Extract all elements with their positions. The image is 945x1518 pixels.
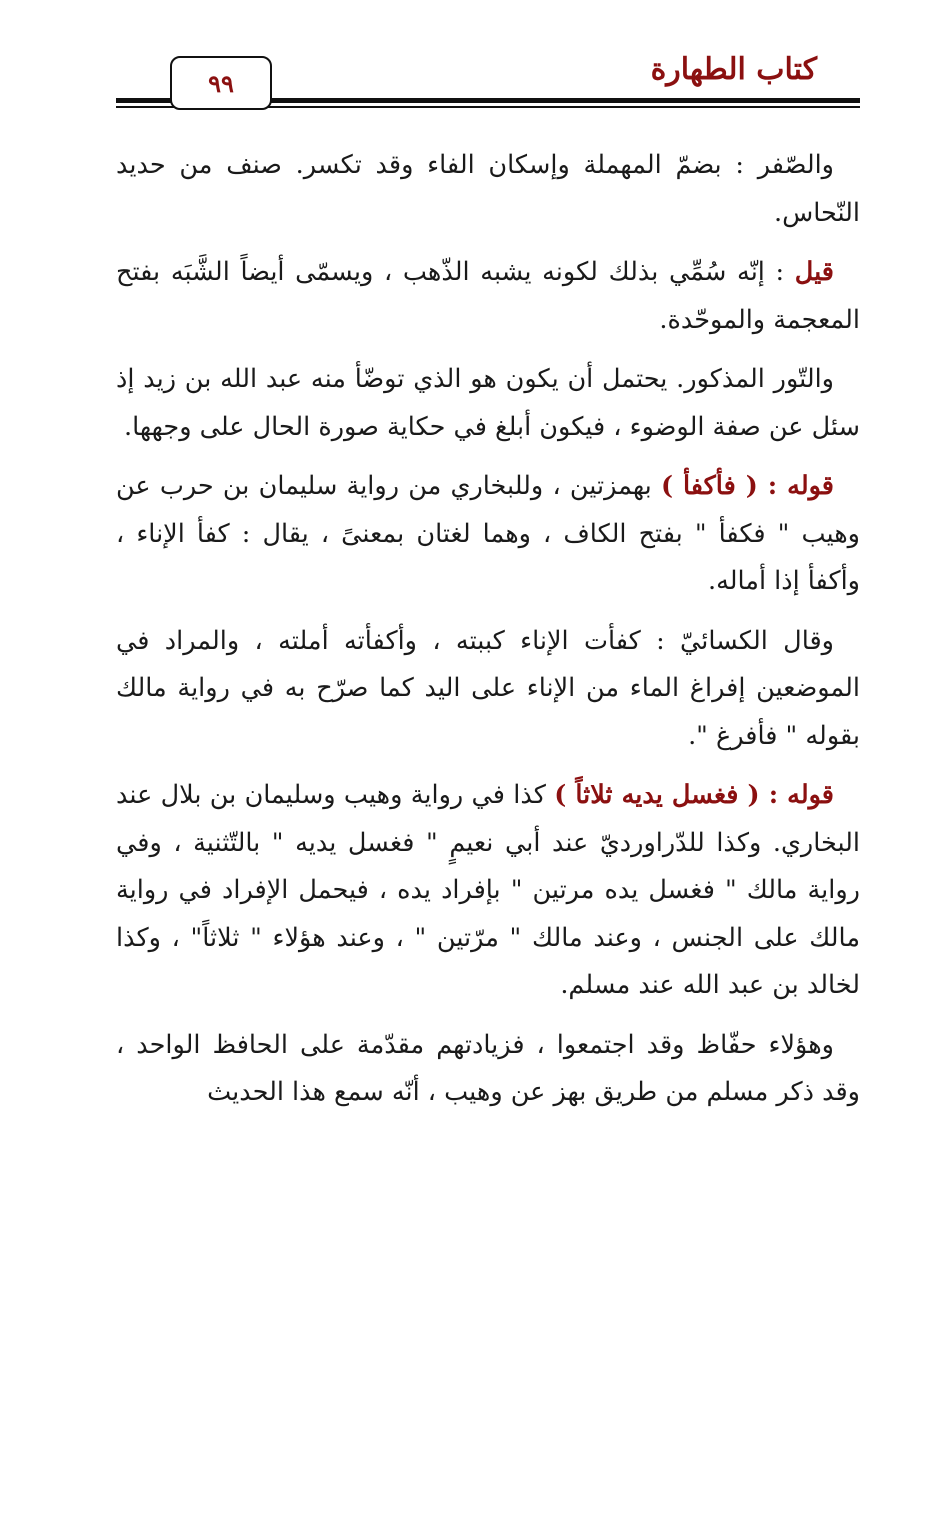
- paragraph: [116, 772, 860, 1010]
- paragraph: [116, 356, 860, 451]
- paragraph: [116, 249, 860, 344]
- page-body: [116, 142, 860, 1129]
- paragraph-lead: قيل: [794, 257, 834, 287]
- paragraph-text: وهؤلاء حفّاظ وقد اجتمعوا ، فزيادتهم مقدّمة على الحافظ الواحد ، وقد ذكر مسلم من طريق بهز عن وهيب ، أنّه سمع هذا الحديث: [116, 1029, 860, 1107]
- paragraph-text: : إنّه سُمِّي بذلك لكونه يشبه الذّهب ، ويسمّى أيضاً الشَّبَه بفتح المعجمة والموحّدة.: [116, 257, 860, 335]
- paragraph-text: والصّفر : بضمّ المهملة وإسكان الفاء وقد تكسر. صنف من حديد النّحاس.: [116, 150, 860, 228]
- paragraph: [116, 142, 860, 237]
- paragraph: [116, 618, 860, 761]
- book-title: كتاب الطهارة: [650, 52, 817, 87]
- paragraph-text: بهمزتين ، وللبخاري من رواية سليمان بن حرب عن وهيب " فكفأ " بفتح الكاف ، وهما لغتان بمعنىً ، يقال : كفأ الإناء ، وأكفأ إذا أماله.: [116, 471, 860, 596]
- page-header: [0, 0, 945, 120]
- paragraph-lead: قوله : ( فغسل يديه ثلاثاً ): [554, 780, 834, 810]
- paragraph-lead: قوله : ( فأكفأ ): [660, 471, 834, 501]
- paragraph: [116, 463, 860, 606]
- paragraph-text: والتّور المذكور. يحتمل أن يكون هو الذي توضّأ منه عبد الله بن زيد إذ سئل عن صفة الوضوء ، فيكون أبلغ في حكاية صورة الحال على وجهها.: [116, 364, 860, 442]
- paragraph: [116, 1022, 860, 1117]
- paragraph-text: وقال الكسائيّ : كفأت الإناء كببته ، وأكفأته أملته ، والمراد في الموضعين إفراغ الماء من الإناء على اليد كما صرّح به في رواية مالك بقوله " فأفرغ ".: [116, 625, 860, 751]
- paragraph-text: كذا في رواية وهيب وسليمان بن بلال عند البخاري. وكذا للدّراورديّ عند أبي نعيمٍ " فغسل يديه " بالتّثنية ، وفي رواية مالك " فغسل يده مرتين " بإفراد يده ، فيحمل الإفراد في رواية مالك على الجنس ، وعند مالك " مرّتين " ، وعند هؤلاء " ثلاثاً" ، وكذا لخالد بن عبد الله عند مسلم.: [116, 780, 860, 1000]
- page-number: ٩٩: [170, 56, 272, 110]
